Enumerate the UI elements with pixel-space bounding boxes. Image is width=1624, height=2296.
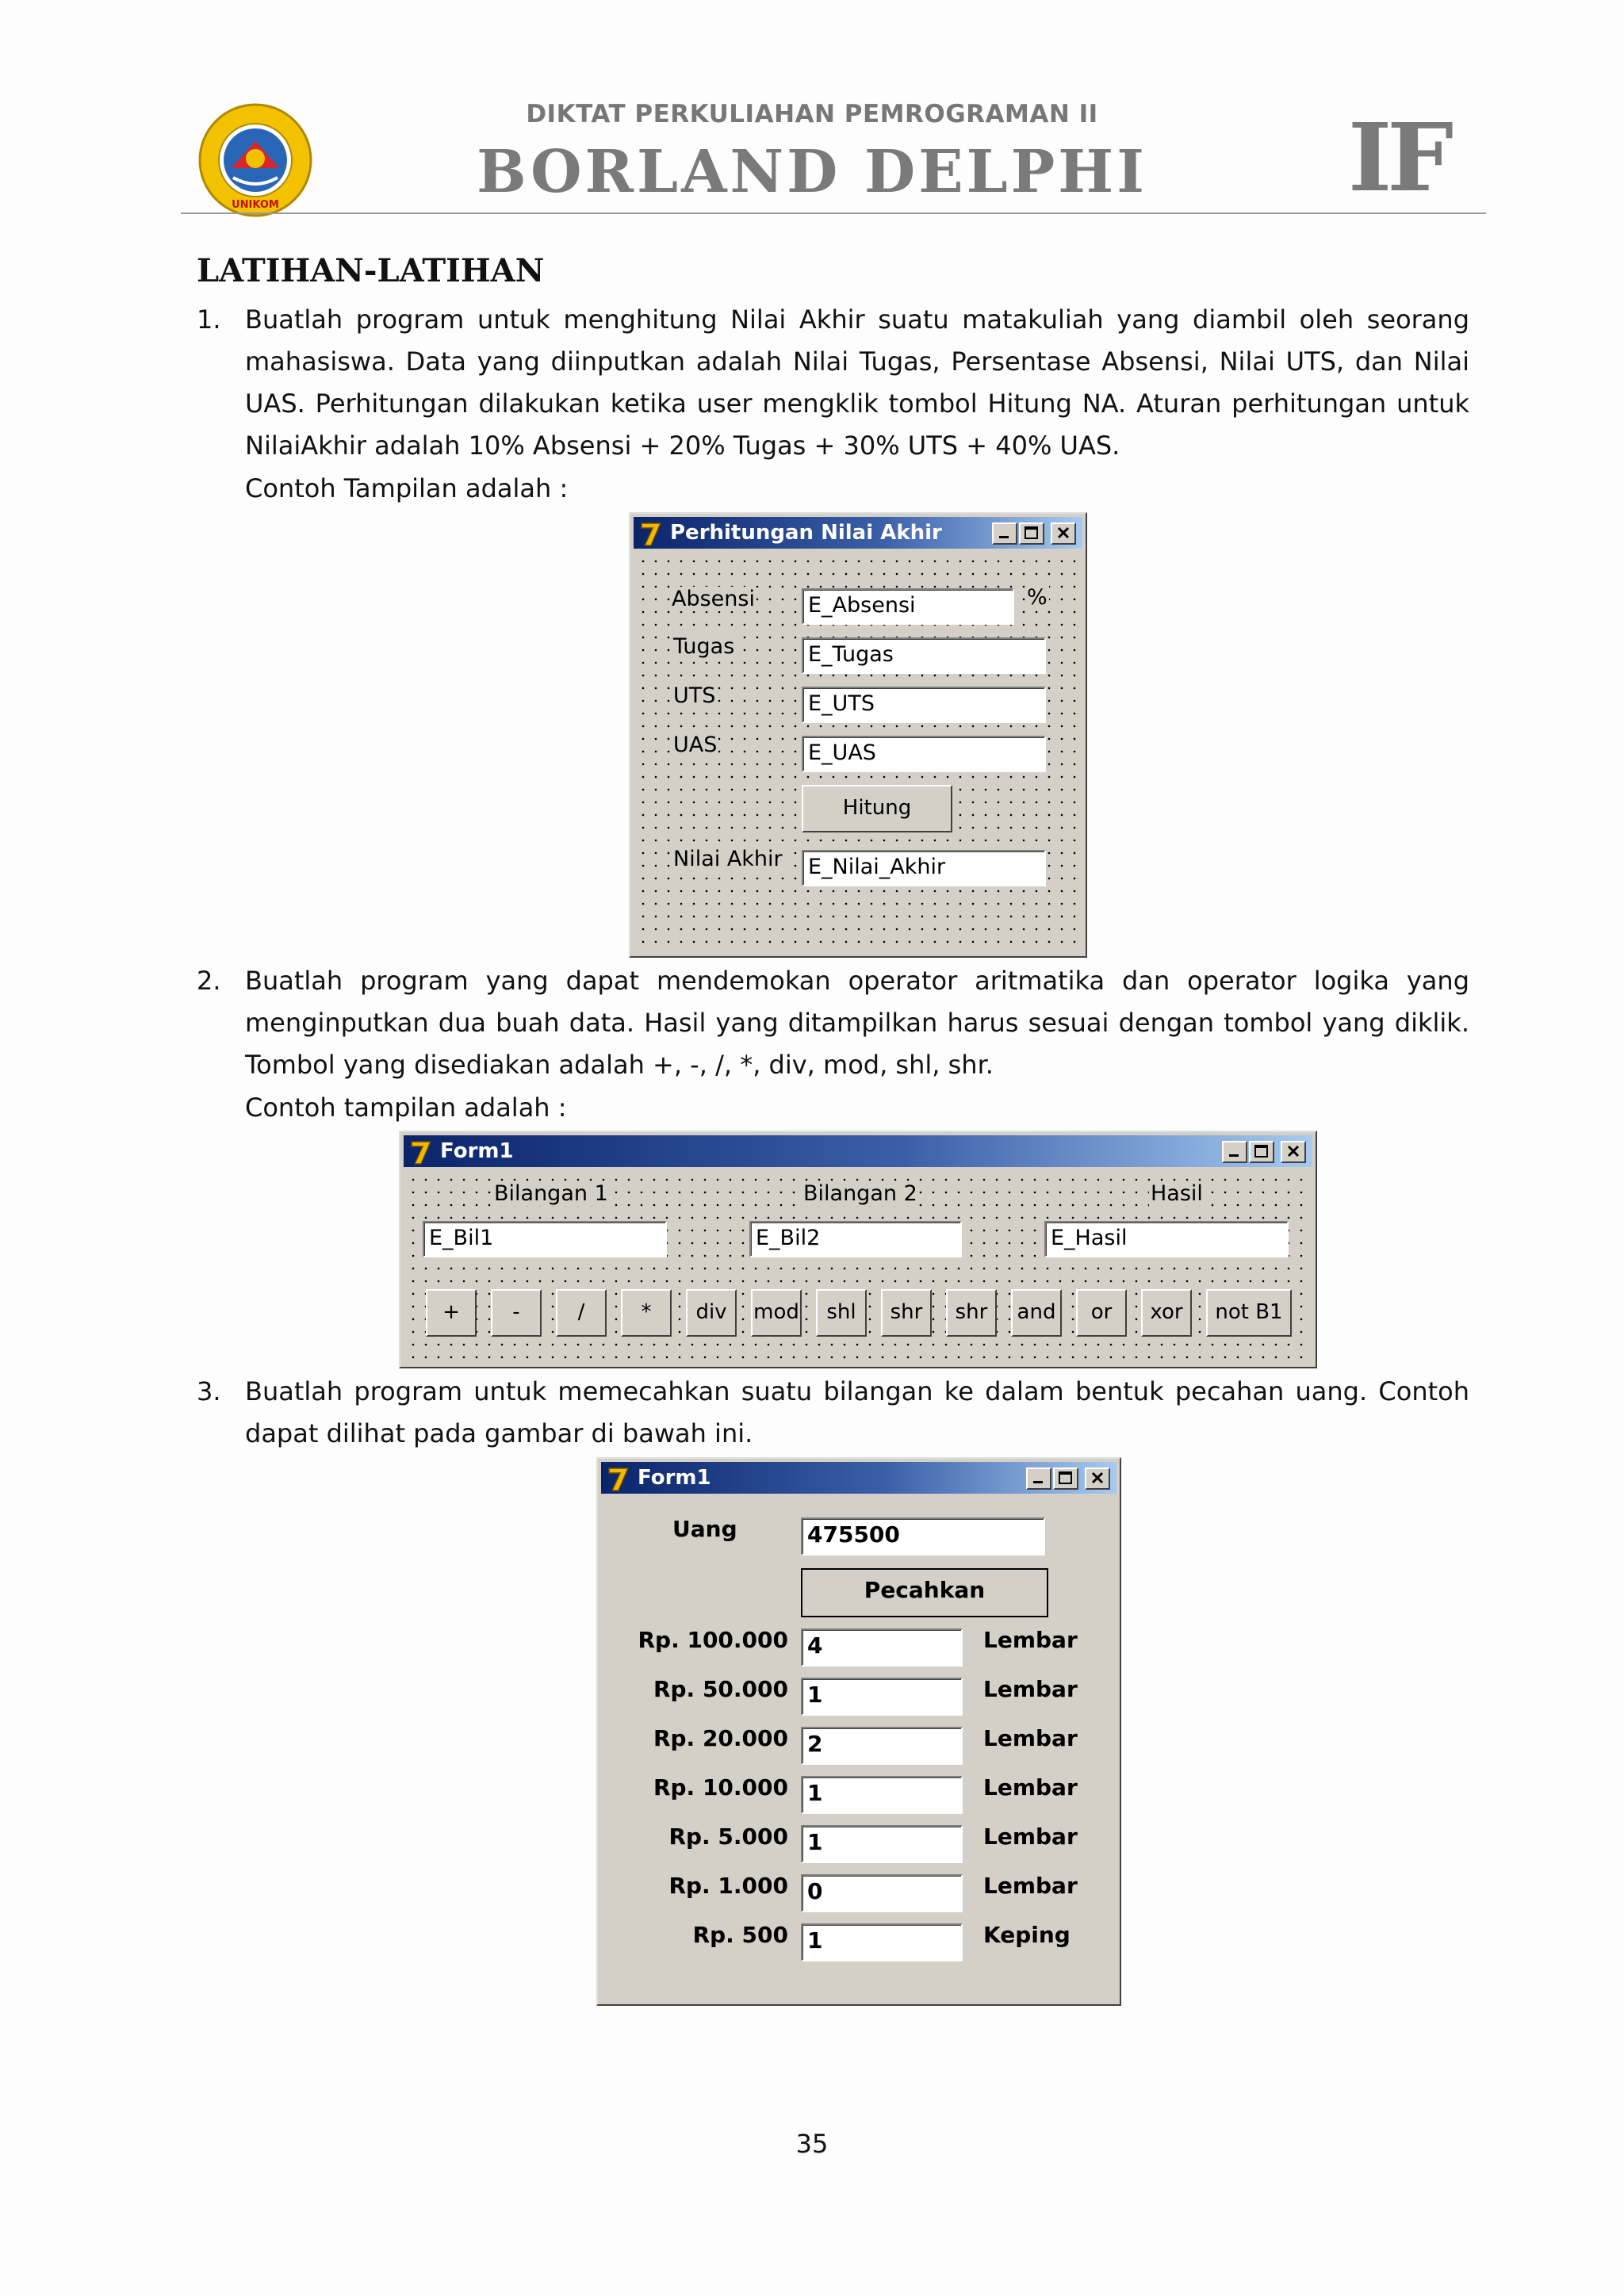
item-number: 2. [197, 966, 221, 996]
denomination-unit-label: Lembar [983, 1627, 1078, 1653]
item-text: Buatlah program untuk memecahkan suatu bilangan ke dalam bentuk pecahan uang. Contoh dapat dilihat pada gambar di bawah ini. [245, 1376, 1469, 1448]
header-subtitle: DIKTAT PERKULIAHAN PEMROGRAMAN II [526, 100, 1098, 128]
uts-edit[interactable]: E_UTS [802, 687, 1046, 723]
delphi-icon [408, 1138, 435, 1165]
and-button[interactable]: and [1011, 1289, 1062, 1337]
form-client-area [601, 1497, 1116, 2001]
window-titlebar[interactable] [601, 1462, 1116, 1494]
mod-button[interactable]: mod [751, 1289, 802, 1337]
uang-label: Uang [672, 1516, 737, 1542]
uas-edit[interactable]: E_UAS [802, 736, 1046, 772]
delphi-icon [606, 1465, 633, 1492]
item-number: 3. [197, 1376, 221, 1406]
maximize-button[interactable] [1053, 1468, 1078, 1490]
denomination-label: Rp. 50.000 [653, 1676, 788, 1702]
window-title: Form1 [638, 1466, 711, 1490]
absensi-label: Absensi [672, 587, 755, 611]
minimize-button[interactable] [1026, 1468, 1051, 1490]
denomination-label: Rp. 500 [692, 1922, 788, 1948]
maximize-button[interactable] [1019, 522, 1044, 545]
minimize-button[interactable] [992, 522, 1017, 545]
shr-button[interactable]: shr [881, 1289, 932, 1337]
close-button[interactable] [1281, 1141, 1306, 1163]
nilai-akhir-window [629, 512, 1087, 958]
denomination-count-edit[interactable]: 4 [801, 1628, 963, 1667]
section-title: LATIHAN-LATIHAN [197, 252, 545, 289]
denomination-unit-label: Lembar [983, 1823, 1078, 1850]
or-button[interactable]: or [1076, 1289, 1127, 1337]
minimize-button[interactable] [1222, 1141, 1247, 1163]
window-title: Form1 [440, 1139, 514, 1163]
denomination-count-edit[interactable]: 2 [801, 1727, 963, 1765]
tugas-edit[interactable]: E_Tugas [802, 637, 1046, 674]
form-client-area [634, 552, 1082, 953]
multiply-button[interactable]: * [621, 1289, 672, 1337]
nilai-akhir-label: Nilai Akhir [673, 847, 783, 871]
plus-button[interactable]: + [426, 1289, 477, 1337]
not-b1-button[interactable]: not B1 [1206, 1289, 1292, 1337]
nilai-akhir-edit[interactable]: E_Nilai_Akhir [802, 850, 1046, 886]
denomination-unit-label: Lembar [983, 1873, 1078, 1899]
xor-button[interactable]: xor [1141, 1289, 1192, 1337]
minus-button[interactable]: - [491, 1289, 542, 1337]
header-title: BORLAND DELPHI [477, 138, 1147, 206]
maximize-button[interactable] [1249, 1141, 1274, 1163]
denomination-count-edit[interactable]: 1 [801, 1923, 963, 1961]
denomination-label: Rp. 20.000 [653, 1725, 788, 1751]
denomination-count-edit[interactable]: 1 [801, 1678, 963, 1716]
hasil-label: Hasil [1151, 1181, 1203, 1206]
bilangan2-edit[interactable]: E_Bil2 [749, 1221, 962, 1257]
denomination-label: Rp. 10.000 [653, 1774, 788, 1800]
item-caption: Contoh tampilan adalah : [245, 1093, 567, 1123]
window-title: Perhitungan Nilai Akhir [670, 521, 942, 545]
item-text: Buatlah program untuk menghitung Nilai Akhir suatu matakuliah yang diambil oleh seorang mahasiswa. Data yang diinputkan adalah Nilai Tugas, Persentase Absensi, Nilai UTS, dan Nilai UAS. Perhitungan dilakukan ketika user mengklik tombol Hitung NA. Aturan perhitungan untuk NilaiAkhir adalah 10% Absensi + 20% Tugas + 30% UTS + 40% UAS. [245, 304, 1469, 461]
denomination-unit-label: Lembar [983, 1725, 1078, 1751]
window-titlebar[interactable] [404, 1135, 1312, 1167]
hasil-edit[interactable]: E_Hasil [1044, 1221, 1289, 1257]
item-caption: Contoh Tampilan adalah : [245, 473, 569, 503]
page-number: 35 [795, 2129, 829, 2159]
shr-button-2[interactable]: shr [946, 1289, 997, 1337]
item-number: 1. [197, 304, 221, 335]
header-mark: IF [1348, 102, 1449, 212]
denomination-label: Rp. 100.000 [638, 1627, 788, 1653]
uas-label: UAS [673, 733, 718, 757]
absensi-edit[interactable]: E_Absensi [802, 588, 1014, 625]
bilangan2-label: Bilangan 2 [803, 1181, 917, 1206]
svg-text:UNIKOM: UNIKOM [232, 199, 279, 211]
window-titlebar[interactable] [634, 517, 1082, 549]
denomination-unit-label: Lembar [983, 1774, 1078, 1800]
uts-label: UTS [673, 683, 716, 708]
header-divider [181, 212, 1486, 214]
denomination-unit-label: Keping [983, 1922, 1071, 1948]
divide-button[interactable]: / [556, 1289, 607, 1337]
close-button[interactable] [1085, 1468, 1110, 1490]
denomination-count-edit[interactable]: 1 [801, 1825, 963, 1863]
pecahkan-button[interactable]: Pecahkan [801, 1568, 1048, 1617]
delphi-icon [638, 520, 665, 547]
shl-button[interactable]: shl [816, 1289, 867, 1337]
form-client-area [404, 1170, 1312, 1364]
denomination-label: Rp. 1.000 [668, 1873, 788, 1899]
percent-label: % [1027, 585, 1048, 610]
bilangan1-edit[interactable]: E_Bil1 [423, 1221, 667, 1257]
pecahan-uang-window [596, 1457, 1121, 2006]
operator-window [399, 1131, 1317, 1368]
hitung-button[interactable]: Hitung [802, 785, 952, 832]
denomination-unit-label: Lembar [983, 1676, 1078, 1702]
bilangan1-label: Bilangan 1 [494, 1181, 608, 1206]
uang-edit[interactable]: 475500 [801, 1517, 1045, 1556]
tugas-label: Tugas [673, 634, 735, 659]
denomination-count-edit[interactable]: 0 [801, 1874, 963, 1912]
denomination-label: Rp. 5.000 [668, 1823, 788, 1850]
close-button[interactable] [1051, 522, 1076, 545]
div-button[interactable]: div [686, 1289, 737, 1337]
denomination-count-edit[interactable]: 1 [801, 1776, 963, 1814]
item-text: Buatlah program yang dapat mendemokan operator aritmatika dan operator logika yang menginputkan dua buah data. Hasil yang ditampilkan harus sesuai dengan tombol yang diklik. Tombol yang disediakan adalah +, -, /, *, div, mod, shl, shr. [245, 966, 1469, 1080]
